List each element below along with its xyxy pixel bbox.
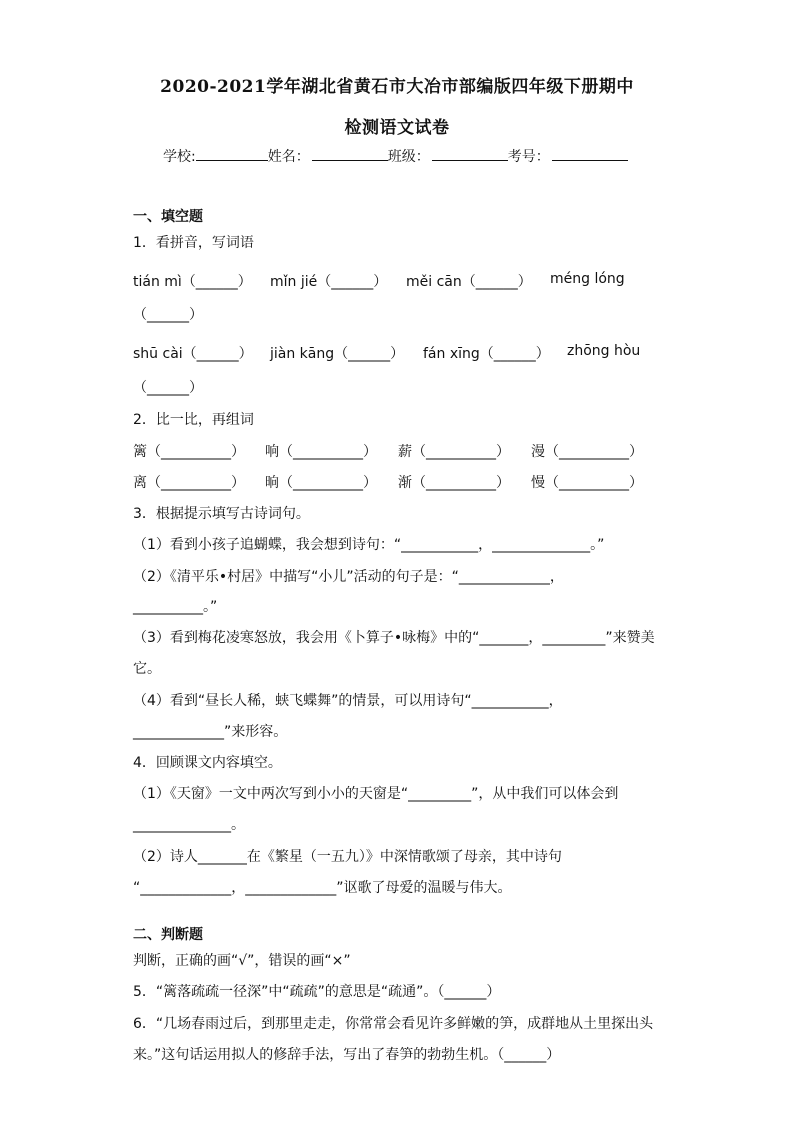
q4-prompt: 4．回顾课文内容填空。 <box>133 755 282 771</box>
q2-item: 篱（__________） <box>133 444 245 460</box>
q2-item: 离（__________） <box>133 475 245 491</box>
q1-row2-wrap: （______） <box>133 380 203 396</box>
q1-item: shū cài（______） <box>133 346 253 362</box>
section2-heading: 二、判断题 <box>133 927 203 943</box>
number-label: 考号： <box>507 149 550 165</box>
section2-instruction: 判断，正确的画“√”，错误的画“×” <box>133 953 351 969</box>
class-blank[interactable] <box>432 146 508 161</box>
q1-item: tián mì（______） <box>133 274 252 290</box>
q4-line1a: （1）《天窗》一文中两次写到小小的天窗是“_________”，从中我们可以体会到 <box>133 786 619 802</box>
q1-item: fán xīng（______） <box>423 346 550 362</box>
q3-line4b: _____________”来形容。 <box>133 724 288 740</box>
q3-line1: （1）看到小孩子追蝴蝶，我会想到诗句：“___________，______________。” <box>133 537 605 553</box>
q2-prompt: 2．比一比，再组词 <box>133 412 254 428</box>
name-label: 姓名： <box>267 149 310 165</box>
q3-line3b: 它。 <box>133 661 161 677</box>
q2-item: 薪（__________） <box>398 444 510 460</box>
school-blank[interactable] <box>196 146 268 161</box>
q6-line-a: 6．“几场春雨过后，到那里走走，你常常会看见许多鲜嫩的笋，成群地从土里探出头 <box>133 1016 654 1032</box>
q2-item: 晌（__________） <box>265 475 377 491</box>
q1-item: méng lóng <box>550 271 625 287</box>
q2-item: 响（__________） <box>265 444 377 460</box>
q4-line2b: “_____________，_____________”讴歌了母爱的温暖与伟大。 <box>133 880 512 896</box>
student-info-row <box>163 146 628 166</box>
school-label: 学校: <box>163 149 196 165</box>
q3-line4a: （4）看到“昼长人稀，蛱飞蝶舞”的情景，可以用诗句“___________， <box>133 693 563 709</box>
exam-title-line2: 检测语文试卷 <box>344 118 450 138</box>
q2-item: 漫（__________） <box>531 444 643 460</box>
q2-item: 慢（__________） <box>531 475 643 491</box>
q1-prompt: 1．看拼音，写词语 <box>133 235 254 251</box>
q4-line1b: ______________。 <box>133 817 245 833</box>
q3-line3a: （3）看到梅花凌寒怒放，我会用《卜算子•咏梅》中的“_______，_________”来赞美 <box>133 630 655 646</box>
number-blank[interactable] <box>552 146 628 161</box>
q5-text: 5．“篱落疏疏一径深”中“疏疏”的意思是“疏通”。（______） <box>133 984 501 1000</box>
q4-line2a: （2）诗人_______在《繁星（一五九）》中深情歌颂了母亲，其中诗句 <box>133 849 562 865</box>
class-label: 班级： <box>387 149 430 165</box>
exam-title-line1: 2020-2021学年湖北省黄石市大冶市部编版四年级下册期中 <box>160 77 634 97</box>
q1-item: jiàn kāng（______） <box>270 346 405 362</box>
section1-heading: 一、填空题 <box>133 209 203 225</box>
name-blank[interactable] <box>312 146 388 161</box>
q1-row1-wrap: （______） <box>133 307 203 323</box>
q1-item: zhōng hòu <box>567 343 641 359</box>
q6-line-b: 来。”这句话运用拟人的修辞手法，写出了春笋的勃勃生机。（______） <box>133 1047 561 1063</box>
q3-prompt: 3．根据提示填写古诗词句。 <box>133 506 310 522</box>
q3-line2a: （2）《清平乐•村居》中描写“小儿”活动的句子是：“_____________， <box>133 569 564 585</box>
q2-item: 渐（__________） <box>398 475 510 491</box>
q1-item: měi cān（______） <box>406 274 532 290</box>
q3-line2b: __________。” <box>133 599 218 615</box>
q1-item: mǐn jié（______） <box>270 274 388 290</box>
